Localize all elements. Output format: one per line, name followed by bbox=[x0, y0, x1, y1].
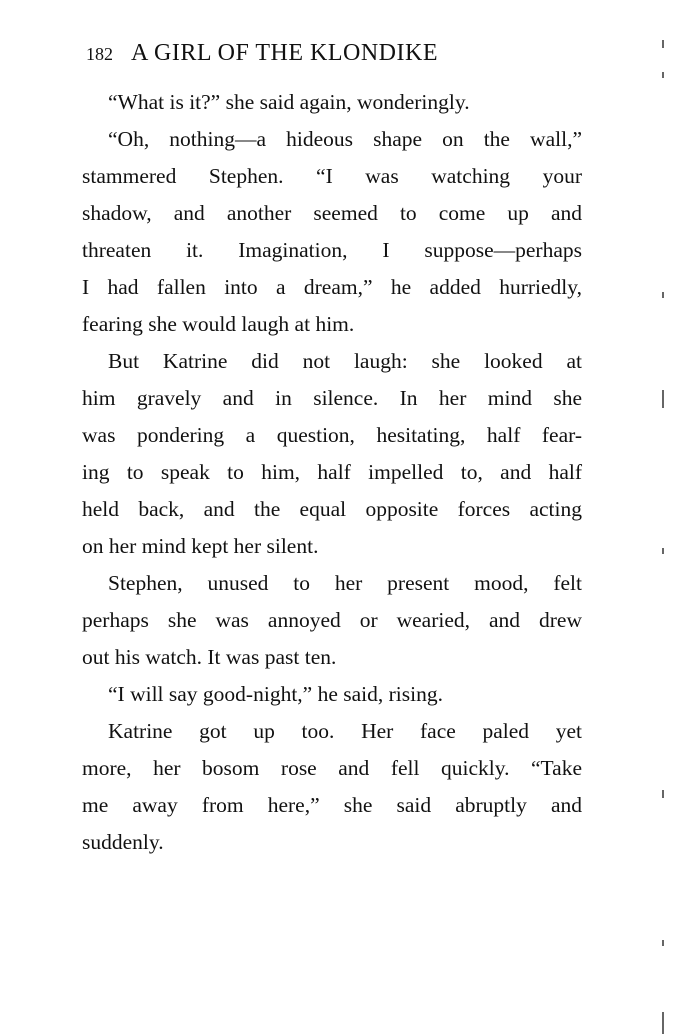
text-line: on her mind kept her silent. bbox=[82, 534, 319, 558]
text-line: me away from here,” she said abruptly and bbox=[82, 793, 582, 817]
text-line: perhaps she was annoyed or wearied, and drew bbox=[82, 608, 582, 632]
page-number: 182 bbox=[86, 44, 113, 64]
scan-edge-mark bbox=[662, 390, 664, 408]
text-line: ing to speak to him, half impelled to, and half bbox=[82, 460, 582, 484]
scan-edge-mark bbox=[662, 1012, 664, 1034]
text-line: “What is it?” she said again, wonderingly. bbox=[108, 90, 470, 114]
text-line: out his watch. It was past ten. bbox=[82, 645, 337, 669]
page-header bbox=[86, 36, 586, 70]
scan-edge-mark bbox=[662, 40, 664, 48]
text-line: Katrine got up too. Her face paled yet bbox=[108, 719, 582, 743]
text-line: Stephen, unused to her present mood, felt bbox=[108, 571, 582, 595]
text-line: stammered Stephen. “I was watching your bbox=[82, 164, 582, 188]
scan-edge-mark bbox=[662, 292, 664, 298]
scan-edge-mark bbox=[662, 940, 664, 946]
text-line: him gravely and in silence. In her mind she bbox=[82, 386, 582, 410]
text-line: more, her bosom rose and fell quickly. “Take bbox=[82, 756, 582, 780]
text-line: I had fallen into a dream,” he added hurriedly, bbox=[82, 275, 582, 299]
scan-edge-mark bbox=[662, 548, 664, 554]
text-line: was pondering a question, hesitating, half fear- bbox=[82, 423, 582, 447]
text-line: But Katrine did not laugh: she looked at bbox=[108, 349, 582, 373]
text-line: shadow, and another seemed to come up and bbox=[82, 201, 582, 225]
text-line: held back, and the equal opposite forces acting bbox=[82, 497, 582, 521]
body-text bbox=[82, 84, 582, 861]
text-line: “Oh, nothing—a hideous shape on the wall,” bbox=[108, 127, 582, 151]
scan-edge-mark bbox=[662, 72, 664, 78]
scan-edge-mark bbox=[662, 790, 664, 798]
text-line: “I will say good-night,” he said, rising. bbox=[108, 682, 443, 706]
text-line: threaten it. Imagination, I suppose—perhaps bbox=[82, 238, 582, 262]
running-title: A GIRL OF THE KLONDIKE bbox=[131, 40, 438, 66]
text-line: fearing she would laugh at him. bbox=[82, 312, 355, 336]
text-line: suddenly. bbox=[82, 830, 164, 854]
